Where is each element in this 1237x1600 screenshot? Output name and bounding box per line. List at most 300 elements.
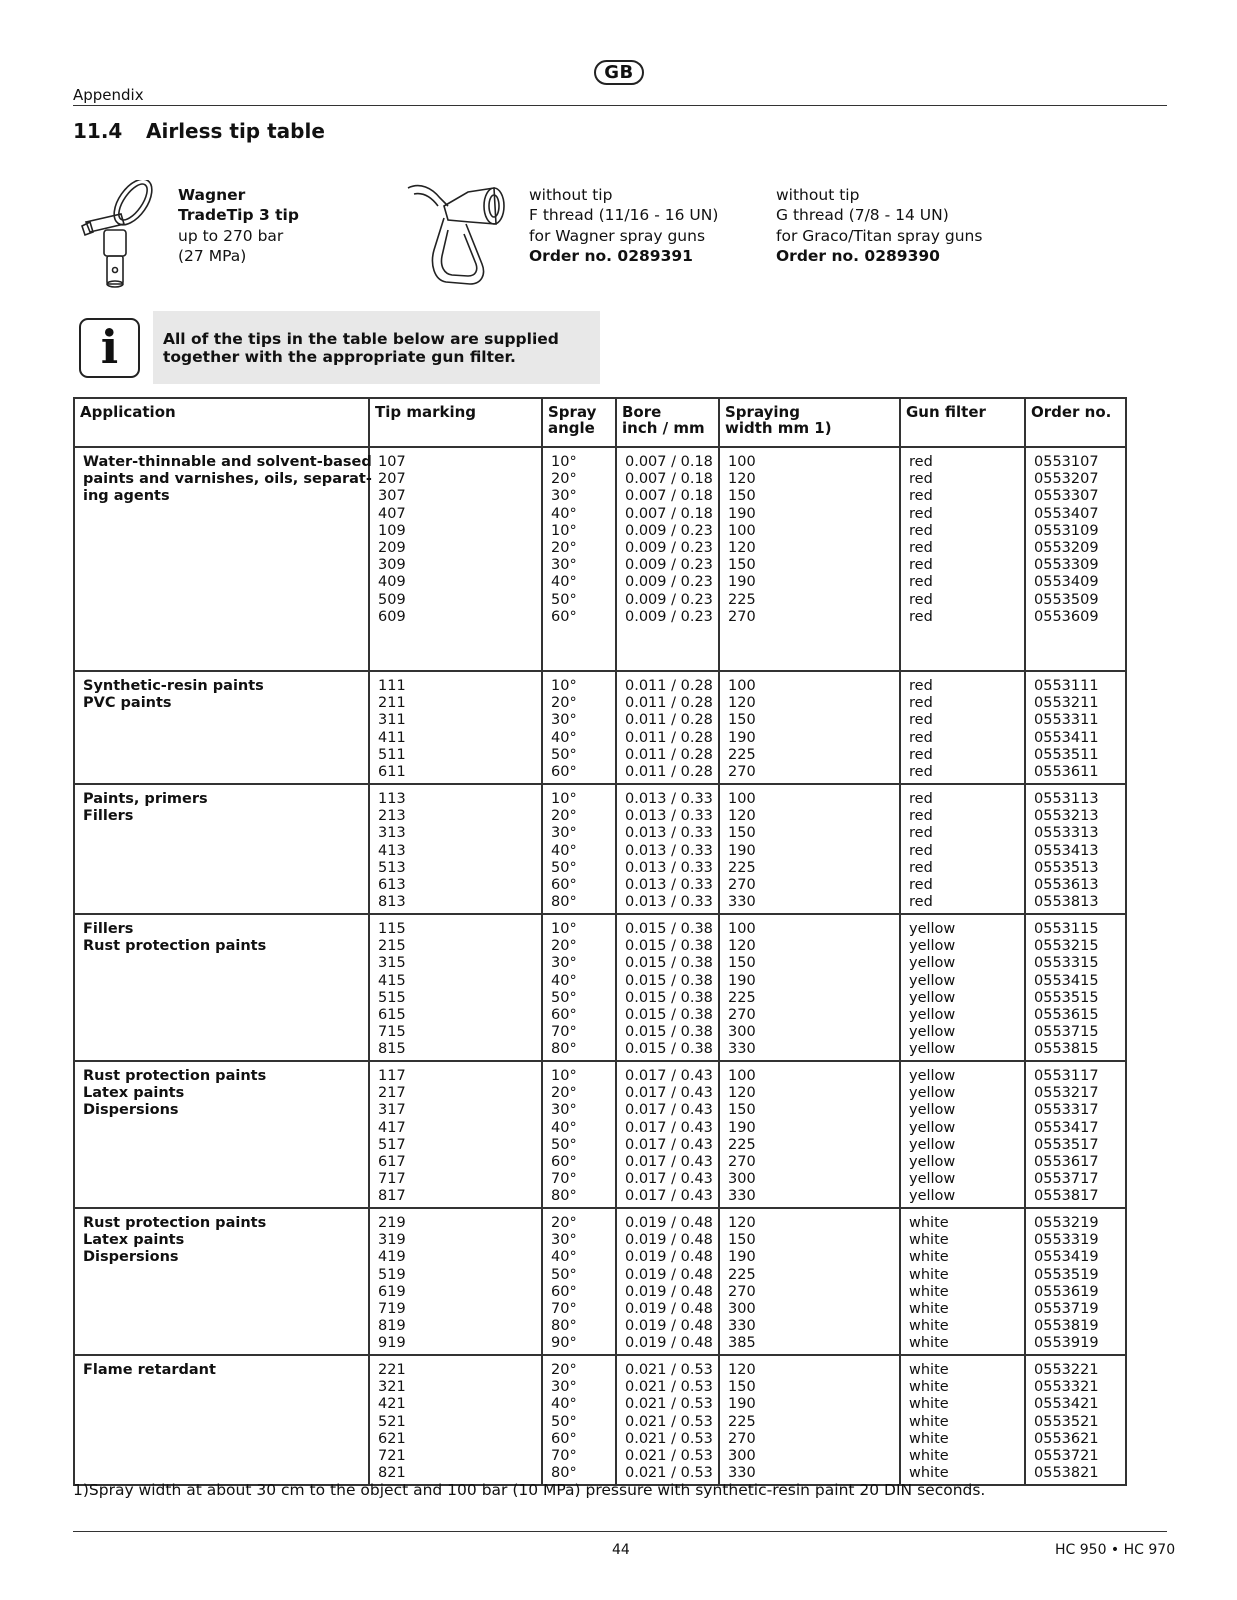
holder-f-info <box>529 185 718 267</box>
application-cell <box>74 784 369 914</box>
tip-marking-value: 817 <box>378 1188 406 1205</box>
spray-angle-value: 40° <box>551 505 577 522</box>
application-cell <box>74 914 369 1061</box>
spraying-width-value: 120 <box>728 695 756 712</box>
order-no-value: 0553619 <box>1034 1283 1099 1300</box>
order-no-value: 0553215 <box>1034 938 1099 955</box>
header-bore-l1: Bore <box>622 403 662 421</box>
spray-angle-value: 50° <box>551 859 577 876</box>
gun-filter-value: white <box>909 1362 949 1378</box>
gun-filter-value: yellow <box>909 1085 956 1102</box>
gun-filter-value: yellow <box>909 1041 956 1058</box>
order-no-value: 0553521 <box>1034 1413 1099 1430</box>
spray-angle-value: 10° <box>551 791 577 807</box>
tip-marking-value: 219 <box>378 1215 406 1231</box>
gun-filter-cell <box>900 784 1025 914</box>
spraying-width-value: 120 <box>728 1215 756 1231</box>
bore-value: 0.021 / 0.53 <box>625 1447 713 1464</box>
gun-filter-value: yellow <box>909 1006 956 1023</box>
gun-filter-value: red <box>909 808 933 825</box>
tip-marking-value: 615 <box>378 1006 406 1023</box>
spray-angle-value: 70° <box>551 1300 577 1317</box>
order-no-value: 0553209 <box>1034 539 1099 556</box>
page-number: 44 <box>612 1542 630 1558</box>
gun-filter-cell <box>900 1355 1025 1485</box>
gun-filter-value: red <box>909 608 933 625</box>
spraying-width-value: 150 <box>728 1379 756 1396</box>
order-no-value: 0553117 <box>1034 1068 1099 1084</box>
header-order-no <box>1025 398 1126 447</box>
spraying-width-value: 190 <box>728 842 756 859</box>
tip-marking-value: 213 <box>378 808 406 825</box>
order-no-cell <box>1025 914 1126 1061</box>
info-icon: i <box>79 318 140 378</box>
spraying-width-value: 120 <box>728 1362 756 1378</box>
bore-value: 0.013 / 0.33 <box>625 894 713 911</box>
gun-filter-value: red <box>909 539 933 556</box>
order-no-value: 0553211 <box>1034 695 1099 712</box>
order-no-value: 0553721 <box>1034 1447 1099 1464</box>
spray-angle-value: 80° <box>551 1041 577 1058</box>
spraying-width-value: 150 <box>728 488 756 505</box>
order-no-value: 0553415 <box>1034 972 1099 989</box>
spray-angle-value: 80° <box>551 1465 577 1482</box>
spray-angle-value: 50° <box>551 1266 577 1283</box>
order-no-value: 0553515 <box>1034 989 1099 1006</box>
gun-filter-value: red <box>909 842 933 859</box>
model-name: HC 950 • HC 970 <box>1055 1542 1176 1558</box>
spray-angle-value: 50° <box>551 989 577 1006</box>
tip-marking-value: 715 <box>378 1024 406 1041</box>
tip-marking-value: 319 <box>378 1232 406 1249</box>
bore-value: 0.017 / 0.43 <box>625 1171 713 1188</box>
tip-marking-value: 109 <box>378 522 406 539</box>
gun-filter-cell <box>900 914 1025 1061</box>
tradetip-info <box>178 185 299 267</box>
spray-angle-value: 90° <box>551 1335 577 1352</box>
bore-value: 0.021 / 0.53 <box>625 1396 713 1413</box>
spray-angle-value: 10° <box>551 454 577 470</box>
spraying-width-value: 120 <box>728 938 756 955</box>
order-no-value: 0553719 <box>1034 1300 1099 1317</box>
table-row <box>74 784 1126 914</box>
spraying-width-value: 330 <box>728 1188 756 1205</box>
bore-value: 0.013 / 0.33 <box>625 859 713 876</box>
spray-angle-value: 60° <box>551 1153 577 1170</box>
spray-angle-value: 30° <box>551 488 577 505</box>
bore-value: 0.019 / 0.48 <box>625 1266 713 1283</box>
spraying-width-value: 270 <box>728 1283 756 1300</box>
holder-g-line1: without tip <box>776 186 860 204</box>
order-no-value: 0553309 <box>1034 557 1099 574</box>
tip-marking-value: 315 <box>378 955 406 972</box>
tip-marking-value: 207 <box>378 471 406 488</box>
bore-value: 0.019 / 0.48 <box>625 1283 713 1300</box>
spray-angle-cell <box>542 914 616 1061</box>
application-line: Rust protection paints <box>83 1068 267 1084</box>
tip-marking-value: 317 <box>378 1102 406 1119</box>
header-gun-filter-l1: Gun filter <box>906 403 986 421</box>
gun-filter-value: yellow <box>909 1136 956 1153</box>
header-spraying-width-l2: width mm 1) <box>725 419 832 437</box>
header-tip-marking-l1: Tip marking <box>375 403 477 421</box>
order-no-value: 0553421 <box>1034 1396 1099 1413</box>
application-line: Latex paints <box>83 1085 185 1102</box>
note-text <box>163 330 559 366</box>
bore-cell <box>616 784 719 914</box>
tip-marking-value: 111 <box>378 678 406 694</box>
header-application-l1: Application <box>80 403 176 421</box>
spray-angle-value: 30° <box>551 712 577 729</box>
header-order-no-l1: Order no. <box>1031 403 1112 421</box>
spray-angle-value: 40° <box>551 729 577 746</box>
spraying-width-cell <box>719 914 900 1061</box>
order-no-value: 0553111 <box>1034 678 1099 694</box>
spraying-width-value: 330 <box>728 894 756 911</box>
spray-angle-value: 40° <box>551 1249 577 1266</box>
bore-value: 0.015 / 0.38 <box>625 938 713 955</box>
tradetip-pressure-mpa: (27 MPa) <box>178 247 247 266</box>
spray-angle-value: 60° <box>551 876 577 893</box>
order-no-value: 0553217 <box>1034 1085 1099 1102</box>
holder-f-order: Order no. 0289391 <box>529 247 693 266</box>
application-line: Rust protection paints <box>83 938 267 955</box>
bore-value: 0.009 / 0.23 <box>625 557 713 574</box>
bore-value: 0.017 / 0.43 <box>625 1153 713 1170</box>
spraying-width-value: 330 <box>728 1041 756 1058</box>
tip-marking-value: 617 <box>378 1153 406 1170</box>
spray-angle-value: 70° <box>551 1447 577 1464</box>
spraying-width-value: 150 <box>728 825 756 842</box>
gun-filter-value: white <box>909 1266 949 1283</box>
tip-marking-value: 509 <box>378 591 406 608</box>
order-no-value: 0553317 <box>1034 1102 1099 1119</box>
gun-filter-value: white <box>909 1318 949 1335</box>
bore-value: 0.013 / 0.33 <box>625 842 713 859</box>
spraying-width-value: 300 <box>728 1024 756 1041</box>
application-line: PVC paints <box>83 695 172 712</box>
gun-filter-value: red <box>909 894 933 911</box>
gun-filter-value: red <box>909 712 933 729</box>
bore-cell <box>616 1208 719 1355</box>
tip-marking-value: 619 <box>378 1283 406 1300</box>
spray-angle-value: 30° <box>551 1232 577 1249</box>
page-title: Airless tip table <box>146 119 325 143</box>
order-no-value: 0553821 <box>1034 1465 1099 1482</box>
header-spray-angle-l2: angle <box>548 419 595 437</box>
order-no-value: 0553409 <box>1034 574 1099 591</box>
spraying-width-value: 100 <box>728 522 756 539</box>
order-no-value: 0553519 <box>1034 1266 1099 1283</box>
spraying-width-value: 330 <box>728 1465 756 1482</box>
order-no-value: 0553221 <box>1034 1362 1099 1378</box>
order-no-cell <box>1025 1208 1126 1355</box>
gun-filter-value: white <box>909 1249 949 1266</box>
spraying-width-value: 190 <box>728 1249 756 1266</box>
spraying-width-value: 100 <box>728 921 756 937</box>
order-no-value: 0553517 <box>1034 1136 1099 1153</box>
bore-value: 0.015 / 0.38 <box>625 955 713 972</box>
bore-value: 0.021 / 0.53 <box>625 1379 713 1396</box>
application-line: Fillers <box>83 808 134 825</box>
spray-angle-value: 10° <box>551 522 577 539</box>
order-no-value: 0553817 <box>1034 1188 1099 1205</box>
gun-filter-value: white <box>909 1430 949 1447</box>
tip-marking-value: 215 <box>378 938 406 955</box>
tradetip-name: TradeTip 3 tip <box>178 206 299 225</box>
bore-value: 0.019 / 0.48 <box>625 1249 713 1266</box>
order-no-value: 0553419 <box>1034 1249 1099 1266</box>
spray-angle-value: 80° <box>551 1318 577 1335</box>
order-no-value: 0553115 <box>1034 921 1099 937</box>
spraying-width-value: 225 <box>728 1266 756 1283</box>
tip-marking-value: 217 <box>378 1085 406 1102</box>
footer-divider <box>73 1531 1167 1532</box>
order-no-cell <box>1025 784 1126 914</box>
tip-marking-value: 321 <box>378 1379 406 1396</box>
holder-g-info <box>776 185 982 267</box>
table-row <box>74 914 1126 1061</box>
gun-filter-value: red <box>909 876 933 893</box>
tip-marking-value: 413 <box>378 842 406 859</box>
spraying-width-cell <box>719 671 900 784</box>
order-no-value: 0553109 <box>1034 522 1099 539</box>
tip-marking-cell <box>369 447 542 671</box>
gun-filter-value: red <box>909 763 933 780</box>
bore-value: 0.017 / 0.43 <box>625 1102 713 1119</box>
bore-value: 0.021 / 0.53 <box>625 1362 713 1378</box>
header-spray-angle <box>542 398 616 447</box>
gun-filter-value: yellow <box>909 1068 956 1084</box>
gun-filter-cell <box>900 1208 1025 1355</box>
bore-value: 0.017 / 0.43 <box>625 1068 713 1084</box>
application-cell <box>74 671 369 784</box>
order-no-value: 0553113 <box>1034 791 1099 807</box>
spray-angle-value: 30° <box>551 557 577 574</box>
spraying-width-value: 300 <box>728 1300 756 1317</box>
gun-filter-value: yellow <box>909 921 956 937</box>
application-cell <box>74 1061 369 1208</box>
order-no-value: 0553511 <box>1034 746 1099 763</box>
spray-angle-value: 20° <box>551 1085 577 1102</box>
bore-value: 0.009 / 0.23 <box>625 539 713 556</box>
bore-cell <box>616 447 719 671</box>
gun-filter-value: yellow <box>909 1119 956 1136</box>
spraying-width-cell <box>719 1208 900 1355</box>
tip-marking-value: 519 <box>378 1266 406 1283</box>
spraying-width-value: 120 <box>728 808 756 825</box>
spraying-width-value: 190 <box>728 574 756 591</box>
gun-filter-value: yellow <box>909 938 956 955</box>
bore-value: 0.013 / 0.33 <box>625 791 713 807</box>
gun-filter-value: white <box>909 1300 949 1317</box>
order-no-value: 0553611 <box>1034 763 1099 780</box>
bore-value: 0.013 / 0.33 <box>625 825 713 842</box>
bore-value: 0.017 / 0.43 <box>625 1085 713 1102</box>
application-line: paints and varnishes, oils, separat- <box>83 471 372 488</box>
spray-angle-value: 50° <box>551 746 577 763</box>
spray-angle-value: 30° <box>551 825 577 842</box>
tip-marking-value: 721 <box>378 1447 406 1464</box>
spray-angle-value: 50° <box>551 1136 577 1153</box>
gun-filter-value: white <box>909 1396 949 1413</box>
spraying-width-value: 100 <box>728 791 756 807</box>
spraying-width-value: 225 <box>728 989 756 1006</box>
tip-marking-cell <box>369 784 542 914</box>
gun-filter-value: red <box>909 825 933 842</box>
application-cell <box>74 447 372 671</box>
order-no-value: 0553919 <box>1034 1335 1099 1352</box>
order-no-value: 0553411 <box>1034 729 1099 746</box>
tip-marking-cell <box>369 1208 542 1355</box>
spraying-width-value: 190 <box>728 1119 756 1136</box>
holder-g-order: Order no. 0289390 <box>776 247 940 266</box>
order-no-value: 0553321 <box>1034 1379 1099 1396</box>
gun-filter-value: red <box>909 522 933 539</box>
bore-cell <box>616 1355 719 1485</box>
bore-value: 0.019 / 0.48 <box>625 1215 713 1231</box>
gun-filter-value: yellow <box>909 1024 956 1041</box>
table-row <box>74 1355 1126 1485</box>
order-no-value: 0553207 <box>1034 471 1099 488</box>
tip-marking-value: 307 <box>378 488 406 505</box>
spraying-width-value: 270 <box>728 876 756 893</box>
spraying-width-value: 120 <box>728 1085 756 1102</box>
gun-filter-value: yellow <box>909 989 956 1006</box>
spray-angle-value: 80° <box>551 1188 577 1205</box>
gun-filter-value: yellow <box>909 1153 956 1170</box>
gun-filter-cell <box>900 1061 1025 1208</box>
tip-marking-value: 113 <box>378 791 406 807</box>
spraying-width-value: 225 <box>728 859 756 876</box>
bore-value: 0.021 / 0.53 <box>625 1430 713 1447</box>
gun-filter-value: yellow <box>909 1188 956 1205</box>
tip-marking-value: 513 <box>378 859 406 876</box>
spray-angle-value: 70° <box>551 1171 577 1188</box>
tip-marking-value: 821 <box>378 1465 406 1482</box>
holder-f-line1: without tip <box>529 186 613 204</box>
spraying-width-value: 300 <box>728 1171 756 1188</box>
spray-angle-cell <box>542 784 616 914</box>
bore-value: 0.019 / 0.48 <box>625 1300 713 1317</box>
order-no-value: 0553413 <box>1034 842 1099 859</box>
bore-value: 0.017 / 0.43 <box>625 1188 713 1205</box>
bore-value: 0.009 / 0.23 <box>625 522 713 539</box>
tradetip-illustration <box>76 180 161 292</box>
spray-angle-value: 20° <box>551 1215 577 1231</box>
bore-value: 0.019 / 0.48 <box>625 1318 713 1335</box>
bore-value: 0.015 / 0.38 <box>625 1006 713 1023</box>
order-no-value: 0553219 <box>1034 1215 1099 1231</box>
application-line: Dispersions <box>83 1249 179 1266</box>
bore-cell <box>616 671 719 784</box>
bore-value: 0.015 / 0.38 <box>625 989 713 1006</box>
bore-value: 0.011 / 0.28 <box>625 729 713 746</box>
bore-value: 0.019 / 0.48 <box>625 1232 713 1249</box>
order-no-value: 0553617 <box>1034 1153 1099 1170</box>
order-no-value: 0553319 <box>1034 1232 1099 1249</box>
tip-marking-value: 621 <box>378 1430 406 1447</box>
spraying-width-value: 270 <box>728 763 756 780</box>
bore-value: 0.007 / 0.18 <box>625 454 713 470</box>
application-line: Fillers <box>83 921 134 937</box>
tip-marking-value: 209 <box>378 539 406 556</box>
spray-angle-value: 60° <box>551 1283 577 1300</box>
holder-g-thread: G thread (7/8 - 14 UN) <box>776 206 949 225</box>
gun-filter-value: white <box>909 1232 949 1249</box>
gun-filter-value: red <box>909 678 933 694</box>
tip-marking-value: 117 <box>378 1068 406 1084</box>
spraying-width-value: 190 <box>728 729 756 746</box>
header-spraying-width <box>719 398 900 447</box>
spray-angle-value: 20° <box>551 471 577 488</box>
spraying-width-value: 190 <box>728 505 756 522</box>
spray-angle-value: 40° <box>551 1119 577 1136</box>
gun-filter-value: red <box>909 746 933 763</box>
airless-tip-table <box>73 397 1127 1486</box>
gun-filter-value: yellow <box>909 955 956 972</box>
tip-marking-cell <box>369 914 542 1061</box>
gun-filter-value: white <box>909 1379 949 1396</box>
application-line: Dispersions <box>83 1102 179 1119</box>
tip-marking-value: 609 <box>378 608 406 625</box>
order-no-value: 0553509 <box>1034 591 1099 608</box>
bore-value: 0.013 / 0.33 <box>625 808 713 825</box>
spraying-width-value: 225 <box>728 591 756 608</box>
spraying-width-value: 225 <box>728 1136 756 1153</box>
header-bore-l2: inch / mm <box>622 419 705 437</box>
table-body <box>74 447 1126 1485</box>
spray-angle-value: 30° <box>551 1102 577 1119</box>
tip-marking-value: 107 <box>378 454 406 470</box>
header-bore <box>616 398 719 447</box>
order-no-value: 0553613 <box>1034 876 1099 893</box>
order-no-value: 0553615 <box>1034 1006 1099 1023</box>
bore-value: 0.007 / 0.18 <box>625 471 713 488</box>
tip-marking-value: 421 <box>378 1396 406 1413</box>
tip-marking-cell <box>369 1061 542 1208</box>
bore-cell <box>616 914 719 1061</box>
bore-value: 0.009 / 0.23 <box>625 574 713 591</box>
spraying-width-value: 120 <box>728 539 756 556</box>
spraying-width-value: 100 <box>728 1068 756 1084</box>
bore-value: 0.007 / 0.18 <box>625 488 713 505</box>
gun-filter-value: red <box>909 729 933 746</box>
tip-marking-value: 819 <box>378 1318 406 1335</box>
header-gun-filter <box>900 398 1025 447</box>
language-badge: GB <box>594 60 644 85</box>
gun-filter-cell <box>900 447 1025 671</box>
bore-value: 0.009 / 0.23 <box>625 591 713 608</box>
spraying-width-cell <box>719 1355 900 1485</box>
application-line: Rust protection paints <box>83 1215 267 1231</box>
spraying-width-value: 330 <box>728 1318 756 1335</box>
order-no-cell <box>1025 447 1126 671</box>
tip-marking-value: 717 <box>378 1171 406 1188</box>
bore-value: 0.015 / 0.38 <box>625 1024 713 1041</box>
order-no-value: 0553311 <box>1034 712 1099 729</box>
tip-marking-value: 919 <box>378 1335 406 1352</box>
tip-marking-value: 221 <box>378 1362 406 1378</box>
spraying-width-value: 150 <box>728 955 756 972</box>
bore-value: 0.009 / 0.23 <box>625 608 713 625</box>
bore-value: 0.015 / 0.38 <box>625 921 713 937</box>
spraying-width-cell <box>719 784 900 914</box>
gun-filter-value: red <box>909 454 933 470</box>
tip-marking-value: 719 <box>378 1300 406 1317</box>
tip-marking-cell <box>369 1355 542 1485</box>
spray-angle-value: 10° <box>551 1068 577 1084</box>
